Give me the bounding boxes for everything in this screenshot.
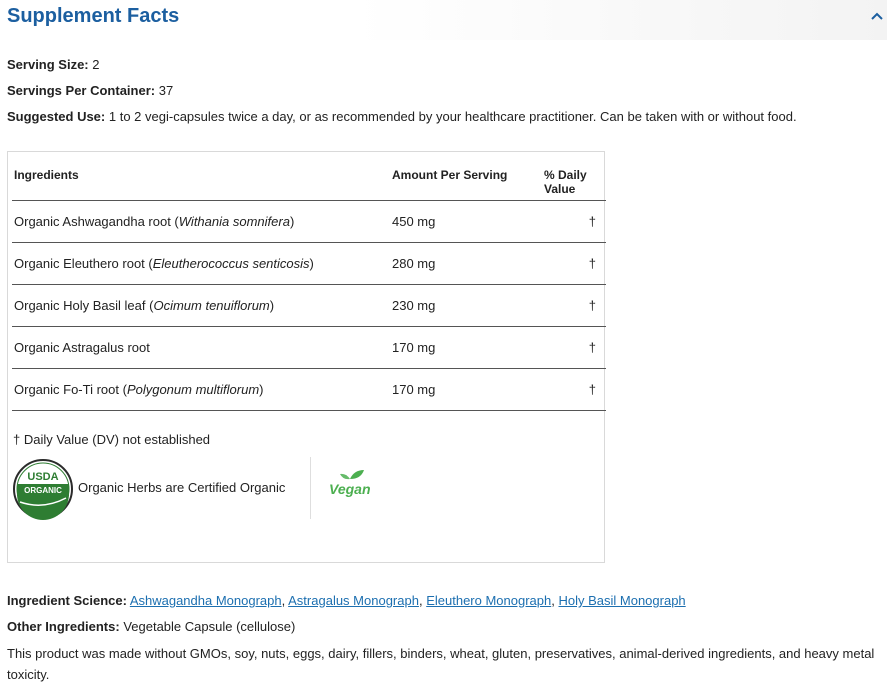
suggested-use-label: Suggested Use: [7, 109, 106, 124]
ingredient-dv: † [542, 326, 606, 368]
serving-size-label: Serving Size: [7, 57, 89, 72]
table-row [12, 326, 606, 368]
ingredient-common-name: Organic Eleuthero root ( [14, 255, 153, 271]
header-daily-value [542, 156, 606, 200]
astragalus-monograph-link[interactable]: Astragalus Monograph [288, 593, 419, 608]
ingredient-science-label: Ingredient Science: [7, 593, 127, 608]
vegan-text: Vegan [329, 481, 371, 497]
ingredients-table [12, 156, 606, 411]
header-dv-line2: Value [544, 182, 576, 196]
servings-per-container-label: Servings Per Container: [7, 83, 156, 98]
serving-size-value: 2 [92, 57, 100, 72]
link-separator: , [551, 593, 555, 608]
other-ingredients-value: Vegetable Capsule (cellulose) [123, 619, 296, 634]
ingredient-common-name: Organic Astragalus root [14, 339, 150, 355]
cert-divider [310, 457, 311, 519]
table-row [12, 200, 606, 242]
other-ingredients-label: Other Ingredients: [7, 619, 120, 634]
ingredient-paren: ) [289, 213, 295, 229]
ingredient-latin-name: Eleutherococcus senticosis [152, 255, 310, 271]
usda-organic-seal-icon [12, 458, 74, 520]
ingredient-latin-name: Polygonum multiflorum [126, 381, 260, 397]
ashwagandha-monograph-link[interactable]: Ashwagandha Monograph [129, 593, 282, 608]
dv-footnote: † Daily Value (DV) not established [13, 432, 211, 447]
header-dv-line1: % Daily [544, 168, 587, 182]
servings-per-container-value: 37 [158, 83, 174, 98]
table-header-row [12, 156, 606, 200]
link-separator: , [418, 593, 423, 608]
organic-certification-text: Organic Herbs are Certified Organic [78, 480, 286, 495]
free-from-disclaimer: This product was made without GMOs, soy, nuts, eggs, dairy, fillers, binders, wheat, gluten, preservatives, animal-derived ingredients, and heavy metal toxicity. [7, 646, 875, 682]
ingredient-amount: 450 mg [390, 200, 542, 242]
header-amount: Amount Per Serving [390, 156, 542, 200]
table-row [12, 242, 606, 284]
ingredient-amount: 170 mg [390, 326, 542, 368]
usda-bottom-text: ORGANIC [24, 486, 62, 495]
ingredient-name [12, 326, 390, 368]
usda-top-text: USDA [27, 471, 59, 483]
ingredient-name [12, 284, 390, 326]
ingredient-dv: † [542, 368, 606, 410]
ingredient-common-name: Organic Fo-Ti root ( [14, 381, 127, 397]
table-row [12, 368, 606, 410]
ingredient-amount: 230 mg [390, 284, 542, 326]
page-title: Supplement Facts [7, 5, 180, 27]
ingredient-dv: † [542, 200, 606, 242]
ingredient-common-name: Organic Holy Basil leaf ( [14, 297, 154, 313]
ingredient-science [7, 593, 686, 608]
servings-per-container [7, 83, 173, 98]
ingredient-paren: ) [309, 255, 314, 271]
suggested-use-value: 1 to 2 vegi-capsules twice a day, or as recommended by your healthcare practitioner. Can be taken with or without food. [108, 109, 797, 124]
ingredient-dv: † [542, 284, 606, 326]
section-header[interactable] [0, 0, 887, 40]
table-row [12, 284, 606, 326]
ingredient-dv: † [542, 242, 606, 284]
ingredient-latin-name: Ocimum tenuiflorum [153, 297, 270, 313]
holy-basil-monograph-link[interactable]: Holy Basil Monograph [558, 593, 686, 608]
suggested-use [7, 109, 797, 124]
ingredient-paren: ) [269, 297, 275, 313]
ingredient-name [12, 242, 390, 284]
eleuthero-monograph-link[interactable]: Eleuthero Monograph [426, 593, 552, 608]
other-ingredients [7, 619, 295, 634]
link-separator: , [281, 593, 286, 608]
chevron-up-icon[interactable] [870, 10, 884, 24]
ingredient-amount: 170 mg [390, 368, 542, 410]
ingredient-name [12, 368, 390, 410]
ingredient-paren: ) [259, 381, 264, 397]
vegan-leaf-icon [328, 468, 376, 498]
serving-size [7, 57, 100, 72]
ingredient-latin-name: Withania somnifera [178, 213, 290, 229]
header-ingredients: Ingredients [12, 156, 390, 200]
ingredient-amount: 280 mg [390, 242, 542, 284]
ingredient-common-name: Organic Ashwagandha root ( [14, 213, 179, 229]
supplement-facts-panel [7, 151, 605, 563]
ingredient-name [12, 200, 390, 242]
